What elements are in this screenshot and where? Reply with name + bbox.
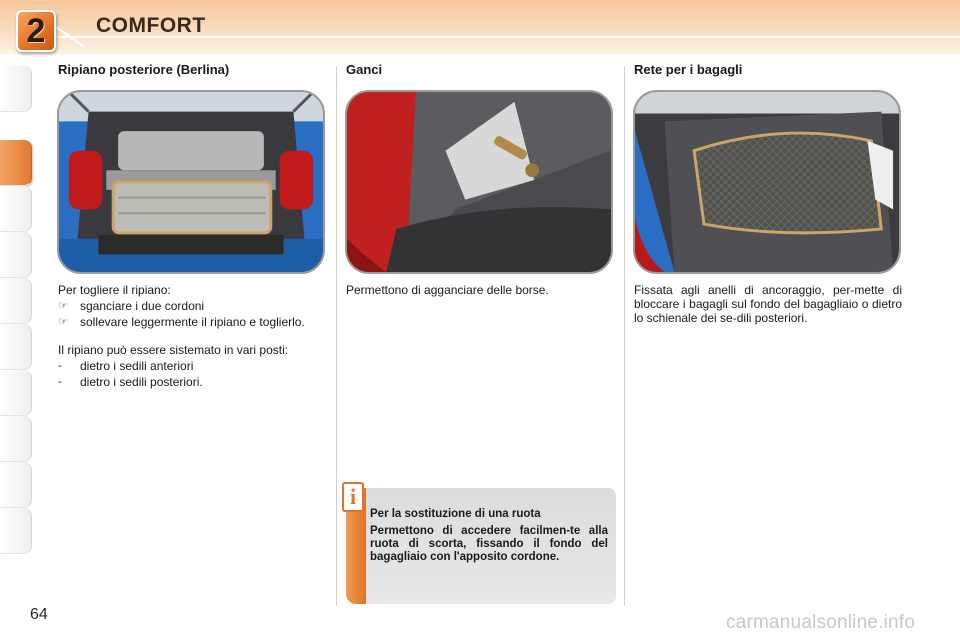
rear-shelf-dash-2 (58, 375, 326, 389)
rear-shelf-dash-1-text: dietro i sedili anteriori (80, 359, 194, 373)
dash-marker: - (58, 360, 62, 372)
rear-shelf-bullet-1-text: sganciare i due cordoni (80, 299, 205, 313)
watermark: carmanualsonline.info (726, 612, 916, 633)
pointing-hand-icon: ☞ (58, 300, 68, 312)
chapter-number: 2 (26, 11, 46, 50)
rear-shelf-photo (57, 90, 325, 274)
rear-shelf-bullet-2 (58, 315, 326, 329)
chapter-tab-4[interactable] (0, 232, 32, 278)
rear-shelf-intro: Per togliere il ripiano: (58, 283, 171, 297)
rear-shelf-dash-2-text: dietro i sedili posteriori. (80, 375, 203, 389)
hooks-photo (345, 90, 613, 274)
chapter-tab-8[interactable] (0, 416, 32, 462)
chapter-tabs (0, 66, 34, 576)
page-number: 64 (30, 606, 48, 623)
rear-shelf-instructions (58, 283, 326, 389)
section-title-rear-shelf: Ripiano posteriore (Berlina) (58, 62, 230, 77)
chapter-tab-9[interactable] (0, 462, 32, 508)
luggage-net-description: Fissata agli anelli di ancoraggio, per-mette di bloccare i bagagli sul fondo del bagagliaio o dietro lo schienale dei se-dili posteriori. (634, 283, 902, 325)
info-icon: i (342, 482, 364, 512)
pointing-hand-icon: ☞ (58, 316, 68, 328)
chapter-tab-10[interactable] (0, 508, 32, 554)
hooks-description: Permettono di agganciare delle borse. (346, 283, 549, 297)
section-title-hooks: Ganci (346, 62, 383, 77)
info-box-title: Per la sostituzione di una ruota (370, 508, 541, 520)
chapter-tab-6[interactable] (0, 324, 32, 370)
chapter-title: COMFORT (96, 14, 206, 37)
section-title-luggage-net: Rete per i bagagli (634, 62, 743, 77)
rear-shelf-dash-1 (58, 359, 326, 373)
luggage-net-photo (633, 90, 901, 274)
rear-shelf-bullet-1 (58, 299, 326, 313)
chapter-tab-7[interactable] (0, 370, 32, 416)
chapter-tab-3[interactable] (0, 186, 32, 232)
info-box-text: Permettono di accedere facilmen-te alla ruota di scorta, fissando il fondo del bagagliaio con l'apposito cordone. (370, 525, 608, 563)
rear-shelf-paragraph: Il ripiano può essere sistemato in vari posti: (58, 343, 289, 357)
chapter-tab-1[interactable] (0, 66, 32, 112)
column-divider-1 (336, 66, 337, 606)
column-divider-2 (624, 66, 625, 606)
chapter-tab-5[interactable] (0, 278, 32, 324)
dash-marker: - (58, 376, 62, 388)
rear-shelf-bullet-2-text: sollevare leggermente il ripiano e toglierlo. (80, 315, 305, 329)
chapter-badge (16, 10, 56, 52)
chapter-tab-2-active[interactable] (0, 140, 32, 186)
